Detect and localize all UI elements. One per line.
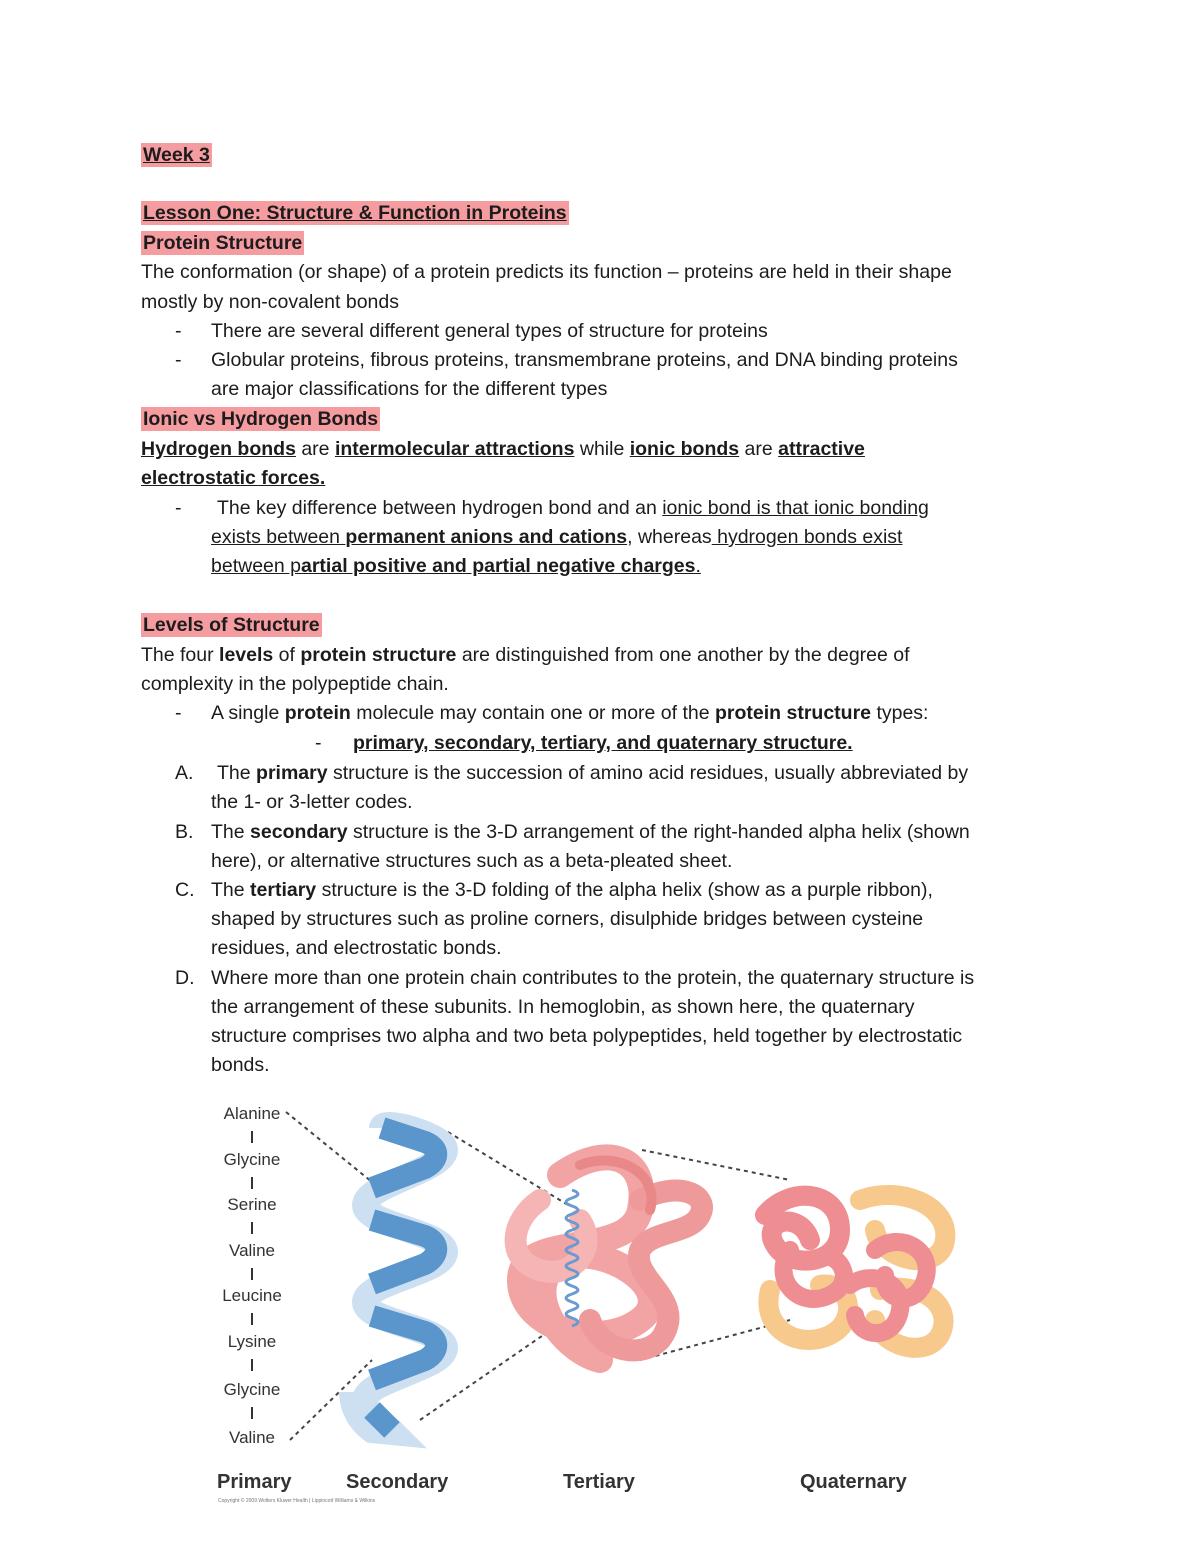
amino-acid-label: Serine (227, 1195, 277, 1214)
list-marker: A. (175, 762, 194, 784)
bonds-sentence: Hydrogen bonds are intermolecular attractions while ionic bonds are attractive (141, 438, 865, 460)
bullet-text: exists between permanent anions and cations, whereas hydrogen bonds exist (211, 526, 903, 548)
quaternary-hemoglobin (765, 1195, 945, 1348)
sub-bullet-dash: - (315, 732, 322, 754)
amino-acid-label: Lysine (227, 1332, 277, 1351)
paragraph-line: The four levels of protein structure are distinguished from one another by the degree of (141, 644, 910, 666)
section-heading-levels: Levels of Structure (143, 614, 320, 636)
list-item-text: Where more than one protein chain contributes to the protein, the quaternary structure is (211, 967, 975, 989)
amino-acid-label: Valine (229, 1428, 275, 1447)
sub-bullet-text: primary, secondary, tertiary, and quaternary structure. (353, 732, 853, 754)
bonds-sentence-cont: electrostatic forces. (141, 467, 326, 489)
caption-secondary: Secondary (346, 1471, 449, 1493)
list-item-text: the 1- or 3-letter codes. (211, 791, 413, 813)
paragraph-line: complexity in the polypeptide chain. (141, 673, 449, 695)
caption-tertiary: Tertiary (563, 1471, 635, 1493)
lesson-title: Lesson One: Structure & Function in Proteins (143, 202, 567, 224)
section-heading-ionic-hydrogen: Ionic vs Hydrogen Bonds (143, 408, 379, 430)
list-marker: C. (175, 879, 195, 901)
caption-primary: Primary (217, 1471, 292, 1493)
bullet-dash: - (175, 702, 182, 724)
list-marker: D. (175, 967, 195, 989)
bullet-dash: - (175, 349, 182, 371)
list-item-text: The primary structure is the succession of amino acid residues, usually abbreviated by (217, 762, 969, 784)
bullet-text: There are several different general types of structure for proteins (211, 320, 768, 342)
list-marker: B. (175, 821, 194, 843)
bullet-text: The key difference between hydrogen bond and an ionic bond is that ionic bonding (217, 497, 929, 519)
list-item-text: The secondary structure is the 3-D arrangement of the right-handed alpha helix (shown (211, 821, 970, 843)
amino-acid-label: Glycine (223, 1150, 281, 1169)
amino-acid-label: Glycine (223, 1380, 281, 1399)
alpha-helix-ribbon (352, 1125, 445, 1432)
figure-copyright: Copyright © 2009 Wolters Kluwer Health | Lippincott Williams & Wilkins (218, 1498, 376, 1504)
bullet-text: A single protein molecule may contain one or more of the protein structure types: (211, 702, 929, 724)
amino-acid-label: Leucine (222, 1286, 282, 1305)
paragraph-line: The conformation (or shape) of a protein predicts its function – proteins are held in their shape (141, 261, 952, 283)
bullet-text: between partial positive and partial negative charges. (211, 555, 701, 577)
list-item-text: the arrangement of these subunits. In hemoglobin, as shown here, the quaternary (211, 996, 915, 1018)
section-heading-protein-structure: Protein Structure (143, 232, 303, 254)
figure-captions (217, 1471, 908, 1493)
list-item-text: The tertiary structure is the 3-D folding of the alpha helix (show as a purple ribbon), (211, 879, 933, 901)
list-item-text: shaped by structures such as proline corners, disulphide bridges between cysteine (211, 908, 924, 930)
bullet-dash: - (175, 497, 182, 519)
bullet-text: are major classifications for the different types (211, 378, 608, 400)
paragraph-line: mostly by non-covalent bonds (141, 291, 399, 313)
bullet-dash: - (175, 320, 182, 342)
amino-acid-label: Valine (229, 1241, 275, 1260)
list-item-text: residues, and electrostatic bonds. (211, 937, 502, 959)
tertiary-fold (516, 1157, 702, 1360)
list-item-text: here), or alternative structures such as a beta-pleated sheet. (211, 850, 733, 872)
bullet-text: Globular proteins, fibrous proteins, transmembrane proteins, and DNA binding proteins (211, 349, 958, 371)
list-item-text: bonds. (211, 1054, 270, 1076)
list-item-text: structure comprises two alpha and two beta polypeptides, held together by electrostatic (211, 1025, 963, 1047)
week-heading: Week 3 (143, 144, 210, 166)
amino-acid-label: Alanine (223, 1104, 281, 1123)
caption-quaternary: Quaternary (800, 1471, 907, 1493)
